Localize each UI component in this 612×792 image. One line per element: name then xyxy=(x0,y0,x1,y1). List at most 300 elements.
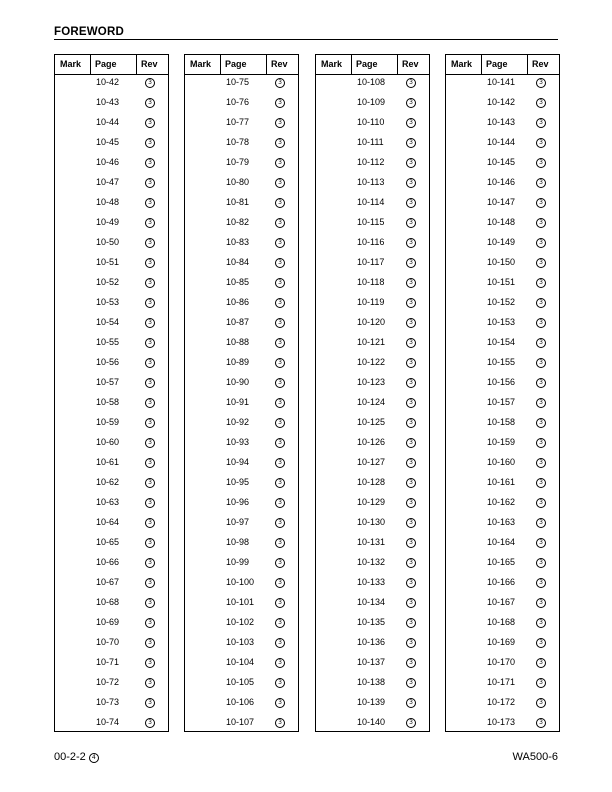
rev-cell xyxy=(275,176,285,188)
page-cell: 10-157 xyxy=(487,397,516,407)
revision-circle-icon: 3 xyxy=(275,498,285,508)
page-cell: 10-118 xyxy=(357,277,385,287)
table-row xyxy=(316,675,429,695)
revision-table-4 xyxy=(445,54,560,732)
table-row xyxy=(55,115,168,135)
footer-page-number xyxy=(54,751,99,763)
page-cell: 10-112 xyxy=(357,157,385,167)
column-header-rev: Rev xyxy=(402,59,419,69)
rev-cell xyxy=(406,376,416,388)
revision-circle-icon: 3 xyxy=(536,358,546,368)
rev-cell xyxy=(406,576,416,588)
rev-cell xyxy=(145,216,155,228)
rev-cell xyxy=(145,436,155,448)
page-cell: 10-106 xyxy=(226,697,255,707)
table-row xyxy=(316,355,429,375)
revision-circle-icon: 3 xyxy=(536,318,546,328)
page-cell: 10-119 xyxy=(357,297,385,307)
page-cell: 10-84 xyxy=(226,257,250,267)
page-cell: 10-109 xyxy=(357,97,386,107)
page-cell: 10-149 xyxy=(487,237,516,247)
revision-circle-icon: 3 xyxy=(536,518,546,528)
table-row xyxy=(446,455,559,475)
revision-circle-icon: 3 xyxy=(145,418,155,428)
page-cell: 10-79 xyxy=(226,157,250,167)
page-cell: 10-81 xyxy=(226,197,250,207)
rev-cell xyxy=(145,156,155,168)
table-row xyxy=(446,275,559,295)
table-row xyxy=(55,175,168,195)
rev-cell xyxy=(145,576,155,588)
revision-circle-icon: 3 xyxy=(145,178,155,188)
rev-cell xyxy=(406,256,416,268)
table-row xyxy=(446,575,559,595)
revision-circle-icon: 3 xyxy=(275,338,285,348)
page-cell: 10-103 xyxy=(226,637,255,647)
rev-cell xyxy=(536,456,546,468)
revision-circle-icon: 3 xyxy=(145,638,155,648)
page-cell: 10-58 xyxy=(96,397,120,407)
table-row xyxy=(446,335,559,355)
rev-cell xyxy=(145,196,155,208)
page-cell: 10-113 xyxy=(357,177,385,187)
table-row xyxy=(55,635,168,655)
page-cell: 10-75 xyxy=(226,77,250,87)
rev-cell xyxy=(406,96,416,108)
table-row xyxy=(316,595,429,615)
rev-cell xyxy=(406,276,416,288)
rev-cell xyxy=(536,716,546,728)
revision-circle-icon: 3 xyxy=(145,278,155,288)
rev-cell xyxy=(406,196,416,208)
rev-cell xyxy=(145,676,155,688)
page-cell: 10-94 xyxy=(226,457,250,467)
page-cell: 10-162 xyxy=(487,497,516,507)
rev-cell xyxy=(536,216,546,228)
page-cell: 10-151 xyxy=(487,277,516,287)
footer-model: WA500-6 xyxy=(512,751,558,763)
table-row xyxy=(316,175,429,195)
revision-circle-icon: 3 xyxy=(145,218,155,228)
page-cell: 10-170 xyxy=(487,657,516,667)
rev-cell xyxy=(145,256,155,268)
table-row xyxy=(55,235,168,255)
table-row xyxy=(446,315,559,335)
revision-circle-icon: 3 xyxy=(406,178,416,188)
page-cell: 10-135 xyxy=(357,617,386,627)
revision-circle-icon: 3 xyxy=(275,698,285,708)
table-row xyxy=(55,575,168,595)
rev-cell xyxy=(406,476,416,488)
rev-cell xyxy=(536,76,546,88)
revision-circle-icon: 3 xyxy=(275,98,285,108)
revision-circle-icon: 3 xyxy=(145,338,155,348)
revision-circle-icon: 3 xyxy=(536,178,546,188)
rev-cell xyxy=(275,76,285,88)
page-cell: 10-90 xyxy=(226,377,250,387)
revision-circle-icon: 3 xyxy=(275,598,285,608)
revision-circle-icon: 3 xyxy=(406,438,416,448)
rev-cell xyxy=(145,696,155,708)
column-divider xyxy=(481,55,482,75)
table-row xyxy=(185,435,298,455)
table-row xyxy=(185,655,298,675)
revision-circle-icon: 3 xyxy=(275,458,285,468)
revision-table-2 xyxy=(184,54,299,732)
rev-cell xyxy=(275,556,285,568)
table-row xyxy=(185,355,298,375)
column-header-page: Page xyxy=(486,59,508,69)
rev-cell xyxy=(536,516,546,528)
page-cell: 10-72 xyxy=(96,677,120,687)
table-row xyxy=(185,555,298,575)
rev-cell xyxy=(406,296,416,308)
page-cell: 10-98 xyxy=(226,537,250,547)
revision-circle-icon: 3 xyxy=(145,558,155,568)
rev-cell xyxy=(406,156,416,168)
rev-cell xyxy=(275,376,285,388)
revision-circle-icon: 3 xyxy=(275,138,285,148)
rev-cell xyxy=(145,76,155,88)
revision-circle-icon: 3 xyxy=(275,198,285,208)
table-row xyxy=(316,455,429,475)
column-header-page: Page xyxy=(225,59,247,69)
rev-cell xyxy=(536,136,546,148)
rev-cell xyxy=(275,476,285,488)
table-row xyxy=(316,135,429,155)
revision-circle-icon: 3 xyxy=(406,718,416,728)
table-row xyxy=(185,595,298,615)
page-cell: 10-142 xyxy=(487,97,516,107)
rev-cell xyxy=(406,456,416,468)
page-cell: 10-73 xyxy=(96,697,120,707)
revision-circle-icon: 3 xyxy=(145,498,155,508)
rev-cell xyxy=(406,136,416,148)
table-row xyxy=(55,195,168,215)
table-row xyxy=(185,215,298,235)
rev-cell xyxy=(406,636,416,648)
revision-circle-icon: 3 xyxy=(536,418,546,428)
table-row xyxy=(316,255,429,275)
table-row xyxy=(316,95,429,115)
rev-cell xyxy=(145,656,155,668)
revision-circle-icon: 3 xyxy=(406,158,416,168)
page-cell: 10-150 xyxy=(487,257,516,267)
page-cell: 10-115 xyxy=(357,217,385,227)
rev-cell xyxy=(536,316,546,328)
rev-cell xyxy=(275,676,285,688)
revision-circle-icon: 3 xyxy=(275,618,285,628)
table-row xyxy=(55,95,168,115)
revision-circle-icon: 3 xyxy=(536,98,546,108)
page-number-text: 00-2-2 xyxy=(54,751,86,763)
revision-circle-icon: 3 xyxy=(275,358,285,368)
rev-cell xyxy=(275,616,285,628)
page-cell: 10-66 xyxy=(96,557,120,567)
page-cell: 10-50 xyxy=(96,237,120,247)
rev-cell xyxy=(275,636,285,648)
table-row xyxy=(446,155,559,175)
column-header-rev: Rev xyxy=(141,59,158,69)
revision-circle-icon: 3 xyxy=(406,658,416,668)
table-row xyxy=(185,75,298,95)
revision-circle-icon: 3 xyxy=(406,558,416,568)
revision-circle-icon: 3 xyxy=(536,678,546,688)
table-row xyxy=(446,75,559,95)
column-divider xyxy=(90,55,91,75)
page-cell: 10-168 xyxy=(487,617,516,627)
table-row xyxy=(446,535,559,555)
page-cell: 10-65 xyxy=(96,537,120,547)
table-row xyxy=(185,635,298,655)
rev-cell xyxy=(536,696,546,708)
page-cell: 10-86 xyxy=(226,297,250,307)
revision-circle-icon: 3 xyxy=(275,118,285,128)
revision-circle-icon: 3 xyxy=(275,178,285,188)
column-divider xyxy=(351,55,352,75)
rev-cell xyxy=(275,216,285,228)
revision-circle-icon: 3 xyxy=(406,578,416,588)
revision-circle-icon: 4 xyxy=(89,753,99,763)
rev-cell xyxy=(145,496,155,508)
revision-circle-icon: 3 xyxy=(536,538,546,548)
table-row xyxy=(316,475,429,495)
revision-circle-icon: 3 xyxy=(536,458,546,468)
page-cell: 10-78 xyxy=(226,137,250,147)
table-row xyxy=(55,615,168,635)
revision-circle-icon: 3 xyxy=(406,478,416,488)
revision-circle-icon: 3 xyxy=(145,578,155,588)
rev-cell xyxy=(145,396,155,408)
rev-cell xyxy=(275,536,285,548)
revision-circle-icon: 3 xyxy=(406,118,416,128)
table-row xyxy=(316,415,429,435)
page-cell: 10-47 xyxy=(96,177,120,187)
revision-circle-icon: 3 xyxy=(536,258,546,268)
page-cell: 10-165 xyxy=(487,557,516,567)
revision-circle-icon: 3 xyxy=(406,298,416,308)
revision-circle-icon: 3 xyxy=(536,618,546,628)
rev-cell xyxy=(145,516,155,528)
revision-circle-icon: 3 xyxy=(406,278,416,288)
revision-circle-icon: 3 xyxy=(275,378,285,388)
rev-cell xyxy=(536,156,546,168)
table-row xyxy=(446,375,559,395)
rev-cell xyxy=(145,616,155,628)
table-row xyxy=(185,295,298,315)
revision-circle-icon: 3 xyxy=(275,418,285,428)
column-header-mark: Mark xyxy=(451,59,473,69)
table-row xyxy=(185,475,298,495)
rev-cell xyxy=(406,76,416,88)
table-row xyxy=(55,155,168,175)
table-row xyxy=(185,155,298,175)
rev-cell xyxy=(145,96,155,108)
table-row xyxy=(185,255,298,275)
rev-cell xyxy=(145,296,155,308)
page-cell: 10-122 xyxy=(357,357,386,367)
revision-circle-icon: 3 xyxy=(145,698,155,708)
column-header-page: Page xyxy=(356,59,378,69)
page-cell: 10-132 xyxy=(357,557,386,567)
revision-circle-icon: 3 xyxy=(536,298,546,308)
table-row xyxy=(55,215,168,235)
table-row xyxy=(446,595,559,615)
page-cell: 10-110 xyxy=(357,117,385,127)
rev-cell xyxy=(275,516,285,528)
rev-cell xyxy=(536,116,546,128)
table-header xyxy=(446,55,559,75)
table-row xyxy=(446,495,559,515)
revision-circle-icon: 3 xyxy=(145,378,155,388)
table-row xyxy=(55,255,168,275)
rev-cell xyxy=(536,596,546,608)
revision-circle-icon: 3 xyxy=(536,578,546,588)
page-cell: 10-139 xyxy=(357,697,386,707)
revision-circle-icon: 3 xyxy=(275,538,285,548)
table-row xyxy=(446,435,559,455)
table-row xyxy=(316,575,429,595)
revision-circle-icon: 3 xyxy=(145,598,155,608)
revision-circle-icon: 3 xyxy=(145,658,155,668)
table-row xyxy=(185,115,298,135)
rev-cell xyxy=(406,556,416,568)
rev-cell xyxy=(145,276,155,288)
revision-circle-icon: 3 xyxy=(406,78,416,88)
page-cell: 10-95 xyxy=(226,477,250,487)
revision-circle-icon: 3 xyxy=(275,78,285,88)
table-row xyxy=(316,215,429,235)
page-cell: 10-124 xyxy=(357,397,386,407)
table-row xyxy=(55,295,168,315)
revision-circle-icon: 3 xyxy=(406,98,416,108)
page-cell: 10-55 xyxy=(96,337,120,347)
table-row xyxy=(185,675,298,695)
column-divider xyxy=(136,55,137,75)
table-row xyxy=(185,535,298,555)
table-row xyxy=(446,635,559,655)
page-cell: 10-148 xyxy=(487,217,516,227)
page-cell: 10-146 xyxy=(487,177,516,187)
revision-circle-icon: 3 xyxy=(275,158,285,168)
rev-cell xyxy=(275,256,285,268)
page-cell: 10-140 xyxy=(357,717,386,727)
page-cell: 10-57 xyxy=(96,377,120,387)
revision-circle-icon: 3 xyxy=(536,218,546,228)
page-cell: 10-153 xyxy=(487,317,516,327)
table-row xyxy=(446,695,559,715)
table-row xyxy=(185,315,298,335)
rev-cell xyxy=(145,596,155,608)
rev-cell xyxy=(536,256,546,268)
page-cell: 10-134 xyxy=(357,597,386,607)
table-header xyxy=(55,55,168,75)
table-header xyxy=(316,55,429,75)
column-divider xyxy=(527,55,528,75)
page-cell: 10-173 xyxy=(487,717,516,727)
rev-cell xyxy=(275,276,285,288)
rev-cell xyxy=(275,196,285,208)
table-row xyxy=(316,435,429,455)
table-row xyxy=(185,715,298,735)
page-cell: 10-145 xyxy=(487,157,516,167)
revision-circle-icon: 3 xyxy=(406,618,416,628)
revision-circle-icon: 3 xyxy=(536,158,546,168)
table-row xyxy=(446,95,559,115)
rev-cell xyxy=(275,236,285,248)
page-cell: 10-64 xyxy=(96,517,120,527)
table-row xyxy=(446,195,559,215)
revision-circle-icon: 3 xyxy=(145,718,155,728)
rev-cell xyxy=(275,316,285,328)
rev-cell xyxy=(275,336,285,348)
table-row xyxy=(185,375,298,395)
rev-cell xyxy=(145,416,155,428)
page-cell: 10-83 xyxy=(226,237,250,247)
revision-table-3 xyxy=(315,54,430,732)
rev-cell xyxy=(536,576,546,588)
page-cell: 10-42 xyxy=(96,77,120,87)
page-cell: 10-108 xyxy=(357,77,386,87)
revision-circle-icon: 3 xyxy=(275,638,285,648)
revision-circle-icon: 3 xyxy=(536,718,546,728)
rev-cell xyxy=(406,396,416,408)
revision-circle-icon: 3 xyxy=(536,398,546,408)
revision-circle-icon: 3 xyxy=(145,678,155,688)
rev-cell xyxy=(275,576,285,588)
rev-cell xyxy=(275,116,285,128)
revision-circle-icon: 3 xyxy=(145,318,155,328)
table-row xyxy=(446,295,559,315)
revision-circle-icon: 3 xyxy=(145,518,155,528)
rev-cell xyxy=(145,316,155,328)
page-cell: 10-155 xyxy=(487,357,516,367)
page-cell: 10-127 xyxy=(357,457,386,467)
rev-cell xyxy=(536,296,546,308)
page-cell: 10-126 xyxy=(357,437,386,447)
page-cell: 10-53 xyxy=(96,297,120,307)
revision-circle-icon: 3 xyxy=(536,78,546,88)
revision-circle-icon: 3 xyxy=(406,318,416,328)
table-row xyxy=(316,195,429,215)
page-cell: 10-51 xyxy=(96,257,120,267)
rev-cell xyxy=(406,616,416,628)
rev-cell xyxy=(536,356,546,368)
rev-cell xyxy=(406,336,416,348)
page-cell: 10-101 xyxy=(226,597,255,607)
revision-circle-icon: 3 xyxy=(406,358,416,368)
table-row xyxy=(316,235,429,255)
page-cell: 10-169 xyxy=(487,637,516,647)
table-row xyxy=(55,595,168,615)
column-divider xyxy=(220,55,221,75)
table-row xyxy=(316,395,429,415)
rev-cell xyxy=(536,196,546,208)
page-title: FOREWORD xyxy=(54,26,124,38)
table-row xyxy=(55,375,168,395)
page-cell: 10-143 xyxy=(487,117,516,127)
table-row xyxy=(316,555,429,575)
table-row xyxy=(55,655,168,675)
revision-circle-icon: 3 xyxy=(275,478,285,488)
rev-cell xyxy=(406,216,416,228)
revision-circle-icon: 3 xyxy=(145,258,155,268)
table-row xyxy=(185,575,298,595)
page-cell: 10-172 xyxy=(487,697,516,707)
table-row xyxy=(316,315,429,335)
page-cell: 10-91 xyxy=(226,397,250,407)
page-cell: 10-85 xyxy=(226,277,250,287)
